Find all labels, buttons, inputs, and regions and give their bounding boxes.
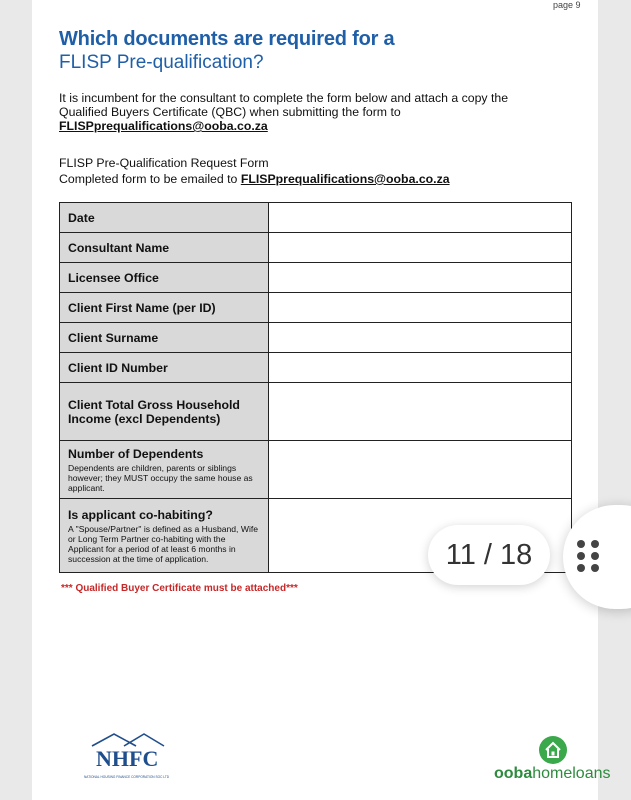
form-field-consultant-name[interactable] (269, 233, 572, 263)
form-label: Number of Dependents (68, 446, 204, 461)
form-row-dependents (60, 441, 572, 499)
form-field-household-income[interactable] (269, 383, 572, 441)
document-page (32, 0, 611, 800)
form-field-client-id[interactable] (269, 353, 572, 383)
form-field-dependents[interactable] (269, 441, 572, 499)
form-row-consultant-name (60, 233, 572, 263)
form-field-client-first-name[interactable] (269, 293, 572, 323)
form-label: Consultant Name (60, 233, 269, 263)
form-subtitle (59, 172, 450, 186)
form-label: Date (60, 203, 269, 233)
form-label: Licensee Office (60, 263, 269, 293)
form-label-cell (60, 499, 269, 573)
request-form-table (59, 202, 572, 573)
form-row-client-surname (60, 323, 572, 353)
nhfc-logo (84, 732, 174, 784)
intro-text: It is incumbent for the consultant to complete the form below and attach a copy the Qualified Buyers Certificate (QBC) when submitting the form to (59, 91, 509, 119)
form-row-licensee-office (60, 263, 572, 293)
form-label-cell (60, 441, 269, 499)
form-label: Is applicant co-habiting? (68, 507, 213, 522)
form-label-note: A "Spouse/Partner" is defined as a Husband, Wife or Long Term Partner co-habiting with the Applicant for a period of at least 6 months in succession at the time of application. (68, 523, 259, 564)
form-email-link[interactable]: FLISPprequalifications@ooba.co.za (240, 172, 450, 186)
intro-paragraph (59, 91, 559, 133)
nhfc-logo-caption: NATIONAL HOUSING FINANCE CORPORATION SOC LTD (84, 775, 170, 779)
intro-email-link[interactable]: FLISPprequalifications@ooba.co.za (59, 119, 268, 133)
form-label: Client ID Number (60, 353, 269, 383)
form-title: FLISP Pre-Qualification Request Form (59, 156, 269, 170)
form-label: Client Total Gross Household Income (excl Dependents) (60, 383, 269, 441)
page-label: page 9 (553, 0, 581, 10)
ooba-homeloans-logo (494, 735, 614, 785)
page-counter: 11 / 18 (428, 525, 550, 585)
house-icon (538, 735, 568, 765)
grid-dots-icon (577, 540, 603, 574)
form-row-client-first-name (60, 293, 572, 323)
form-row-household-income (60, 383, 572, 441)
page-title: Which documents are required for a (59, 28, 395, 50)
form-row-date (60, 203, 572, 233)
form-subtitle-text: Completed form to be emailed to (59, 172, 241, 186)
qbc-attachment-note: *** Qualified Buyer Certificate must be attached*** (61, 583, 298, 594)
form-field-client-surname[interactable] (269, 323, 572, 353)
form-field-licensee-office[interactable] (269, 263, 572, 293)
ooba-wordmark-light: homeloans (532, 765, 611, 782)
form-row-client-id (60, 353, 572, 383)
form-label-note: Dependents are children, parents or siblings however; they MUST occupy the same house as applicant. (68, 462, 253, 493)
ooba-wordmark (494, 765, 611, 783)
nhfc-logo-text: NHFC (96, 746, 159, 771)
form-label: Client Surname (60, 323, 269, 353)
form-label: Client First Name (per ID) (60, 293, 269, 323)
form-field-date[interactable] (269, 203, 572, 233)
page-subtitle: FLISP Pre-qualification? (59, 52, 264, 73)
ooba-wordmark-bold: ooba (494, 765, 533, 782)
